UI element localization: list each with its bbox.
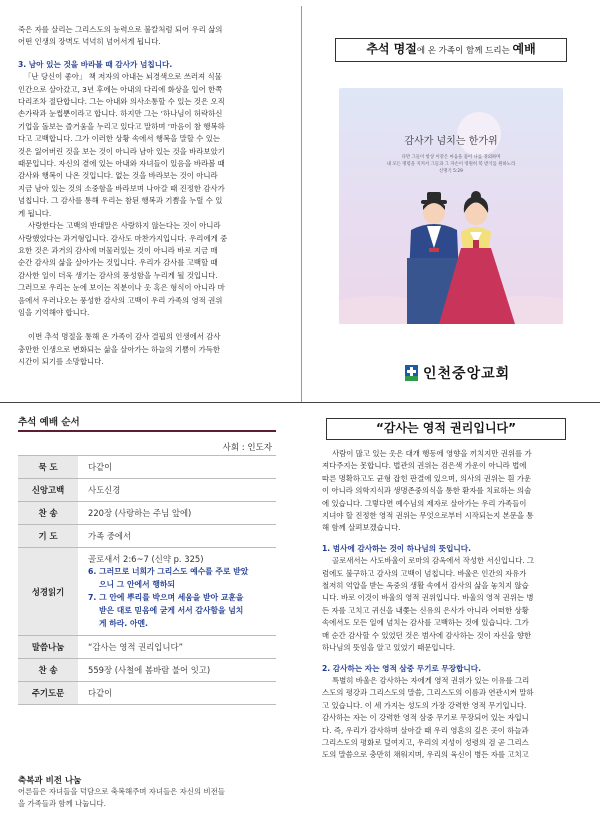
para-3-line: 인간으로 살아갔고, 3년 후에는 아내의 다리에 화상을 입어 한쪽 bbox=[18, 84, 223, 94]
sermon-intro-line: 지녀야 할 진정한 영적 권위는 무엇으로부터 시작되는지 본문을 통 bbox=[322, 511, 534, 521]
blessing-line: 어른들은 자녀들을 덕담으로 축복해주며 자녀들은 자신의 비전들 bbox=[18, 787, 225, 796]
order-value: “감사는 영적 권리입니다” bbox=[78, 636, 276, 659]
blessing-body bbox=[18, 786, 276, 809]
verse-line: 다만 그들이 항상 이같은 마음을 품어 나를 경외하며 bbox=[401, 155, 501, 160]
sermon-para-1-line: 든 자를 고치고 귀신을 내쫓는 신유의 은사가 아니라 어떠한 상황 bbox=[322, 605, 529, 615]
para-3-line: 기업을 돌보는 즐거움을 누리고 있다고 말하며 ‘마음이 참 행복하 bbox=[18, 121, 225, 131]
para-3-line: 다고 고백합니다. 그가 이러한 상황 속에서 행복을 말할 수 있는 bbox=[18, 134, 220, 144]
para-4-line: 임을 기억해야 합니다. bbox=[18, 307, 90, 317]
sermon-para-2-line: 스도의 평강과 그리스도의 말씀, 그리스도의 이름과 연관시켜 말하 bbox=[322, 688, 534, 698]
order-value bbox=[78, 548, 276, 636]
para-4-line: 사랑한다는 고백의 반대말은 사랑하지 않는다는 것이 아니라 bbox=[28, 221, 221, 231]
banner-part-3: 예배 bbox=[512, 42, 536, 56]
order-key: 찬 송 bbox=[18, 659, 78, 682]
para-4-line: 순간 감사의 삶을 살아가는 것입니다. 우리가 감사를 고백할 때 bbox=[18, 258, 218, 268]
column-divider bbox=[301, 6, 302, 402]
sermon-para-1-line: 속에서도 모든 일에 넘치는 감사를 고백하는 것에 있습니다. 그가 bbox=[322, 618, 529, 628]
table-row bbox=[18, 548, 276, 636]
sermon-para-1-line: 매 순간 감사할 수 있었던 것은 범사에 감사하는 것이 자신을 향한 bbox=[322, 630, 532, 640]
table-row bbox=[18, 502, 276, 525]
sermon-para-1-line: 골로새서는 사도바울이 로마의 감옥에서 작성한 서신입니다. 그 bbox=[332, 556, 535, 566]
sermon-intro-line: 에 있습니다. 그렇다면 예수님의 제자로 살아가는 우리 가족들이 bbox=[322, 498, 527, 508]
order-value: 가족 중에서 bbox=[78, 525, 276, 548]
verse-ref: 신명기 5:29 bbox=[439, 169, 463, 174]
sermon-para-1-line: 럼에도 불구하고 감사의 고백이 넘칩니다. 바울은 인간의 자유가 bbox=[322, 568, 527, 578]
scripture-verse: 받은 대로 믿음에 굳게 서서 감사함을 넘치 bbox=[99, 606, 244, 615]
couple-hanbok-picture bbox=[339, 88, 563, 324]
sermon-heading-1: 1. 범사에 감사하는 것이 하나님의 뜻입니다. bbox=[322, 543, 471, 553]
para-3-line: 감사와 행복이 나온 것입니다. 없는 것을 바라보는 것이 아니라 bbox=[18, 171, 218, 181]
para-3-line: 손가락과 눈썹뿐이라고 합니다. 하지만 그는 ‘하나님이 허락하신 bbox=[18, 109, 223, 119]
order-value: 다같이 bbox=[78, 456, 276, 479]
church-cross-icon bbox=[405, 365, 418, 381]
verse-line: 내 모든 명령을 지켜서 그들과 그 자손이 영원히 복 받기를 원하노라 bbox=[386, 162, 516, 167]
para-3-line: 지금 남아 있는 것의 소중함을 바라보며 나아갈 때 진정한 감사가 bbox=[18, 183, 225, 193]
para-5-line: 이번 추석 명절을 통해 온 가족이 감사 결핍의 인생에서 감사 bbox=[28, 332, 221, 342]
scripture-verse: 으니 그 안에서 행하되 bbox=[99, 580, 175, 589]
sermon-intro-line: 해 함께 살펴보겠습니다. bbox=[322, 523, 401, 533]
para-4-line: 그러므로 우리는 눈에 보이는 직분이나 옷 혹은 형식이 아니라 마 bbox=[18, 283, 225, 293]
para-3-line: 다리조차 절단합니다. 그는 아내와 의사소통할 수 있는 것은 오직 bbox=[18, 97, 225, 107]
sermon-intro-line: 사람이 많고 있는 옷은 대개 행동에 영향을 끼치지만 권위를 가 bbox=[332, 449, 532, 458]
para-5-line: 충만한 인생으로 변화되는 삶을 살아가는 하늘의 기쁨이 가득한 bbox=[18, 344, 221, 354]
sermon-para-1-line: 철저히 억압을 받는 옥중의 생활 속에서 감사의 삶을 놓치지 않습 bbox=[322, 581, 529, 591]
banner-part-2: 에 온 가족이 함께 드리는 bbox=[416, 46, 513, 56]
scripture-verse: 7. 그 안에 뿌리를 박으며 세움을 받아 교훈을 bbox=[88, 593, 244, 602]
presider-label: 사회 : 인도자 bbox=[222, 443, 272, 453]
order-table bbox=[18, 455, 276, 705]
table-row bbox=[18, 682, 276, 705]
para-3-line: 「난 당신이 좋아」 책 저자의 아내는 뇌경색으로 쓰러져 식물 bbox=[24, 72, 222, 82]
para-4-line: 감사한 일이 더욱 생기는 감사의 풍성함을 누리게 될 것입니다. bbox=[18, 270, 218, 280]
order-key: 기 도 bbox=[18, 525, 78, 548]
order-value: 사도신경 bbox=[78, 479, 276, 502]
order-title: 추석 예배 순서 bbox=[18, 417, 80, 428]
order-key: 주기도문 bbox=[18, 682, 78, 705]
table-row bbox=[18, 525, 276, 548]
sermon-para-2-line: 고 있습니다. 이 세 가지는 성도의 가장 강력한 영적 무기입니다. bbox=[322, 700, 527, 710]
sermon-para-2-line: 감사하는 자는 이 강력한 영적 삼중 무기로 무장되어 있는 자입니 bbox=[322, 713, 529, 723]
order-key: 성경읽기 bbox=[18, 548, 78, 636]
sermon-intro-line: 따른 명확하고도 균형 잡힌 판결에 있으며, 의사의 권위는 흰 가운 bbox=[322, 473, 532, 483]
left-top-column bbox=[18, 24, 280, 384]
sermon-para-2-line: 다. 즉, 우리가 감사하며 살아갈 때 우리 영혼의 깊은 곳이 하늘과 bbox=[322, 725, 529, 735]
para-3-line: 넘칩니다. 그 감사를 통해 우리는 참된 행복과 기쁨을 누릴 수 있 bbox=[18, 196, 223, 206]
order-value: 220장 (사랑하는 주님 앞에) bbox=[78, 502, 276, 525]
para-3-line: 게 됩니다. bbox=[18, 208, 52, 218]
sermon-title: “감사는 영적 권리입니다” bbox=[326, 418, 566, 440]
sermon-column bbox=[322, 448, 584, 814]
illustration-title: 감사가 넘치는 한가위 bbox=[404, 136, 498, 147]
blessing-line: 을 가족들과 함께 나눕니다. bbox=[18, 798, 106, 808]
table-row bbox=[18, 659, 276, 682]
para-4-line: 음에서 우러나오는 풍성한 감사의 고백이 우리 가족의 영적 권위 bbox=[18, 295, 223, 305]
scripture-verse: 6. 그러므로 너희가 그리스도 예수를 주로 받았 bbox=[88, 567, 249, 576]
section-divider bbox=[0, 402, 600, 403]
intro-line: 어떤 인생의 장벽도 넉넉히 넘어서게 됩니다. bbox=[18, 37, 161, 47]
order-key: 신앙고백 bbox=[18, 479, 78, 502]
sermon-para-1-line: 하나님의 뜻임을 알고 있었기 때문입니다. bbox=[322, 643, 456, 653]
sermon-heading-2: 2. 감사하는 자는 영적 삼중 무기로 무장합니다. bbox=[322, 663, 481, 673]
chuseok-illustration bbox=[339, 88, 563, 324]
sermon-para-2-line: 그리스도의 평화로 덮여지고, 우리의 지성이 성령의 검 곧 그리스 bbox=[322, 737, 529, 747]
intro-line: 죽은 자를 살리는 그리스도의 능력으로 불칼처럼 되어 우리 삶의 bbox=[18, 25, 223, 34]
para-3-line: 것은 잃어버린 것을 보는 것이 아니라 남아 있는 것을 바라보았기 bbox=[18, 146, 225, 156]
order-value: 559장 (사철에 봄바람 불어 잇고) bbox=[78, 659, 276, 682]
blessing-title: 축복과 비전 나눔 bbox=[18, 776, 82, 786]
banner-title bbox=[335, 38, 567, 62]
table-row bbox=[18, 456, 276, 479]
banner-part-1: 추석 명절 bbox=[366, 42, 417, 56]
para-5-line: 시간이 되기를 소망합니다. bbox=[18, 357, 104, 367]
order-key: 말씀나눔 bbox=[18, 636, 78, 659]
heading-3: 3. 남아 있는 것을 바라볼 때 감사가 넘칩니다. bbox=[18, 59, 173, 69]
order-key: 찬 송 bbox=[18, 502, 78, 525]
church-logo bbox=[405, 362, 510, 384]
church-name: 인천중앙교회 bbox=[423, 366, 511, 382]
sermon-intro-line: 이 아니라 의학지식과 생명존중의식을 통한 환자를 치료하는 의술 bbox=[322, 486, 532, 496]
para-3-line: 때문입니다. 자신의 곁에 있는 아내와 자녀들이 있음을 바라볼 때 bbox=[18, 159, 225, 169]
table-row bbox=[18, 479, 276, 502]
sermon-intro-line: 져다주지는 못합니다. 법관의 권위는 검은색 가운이 아니라 법에 bbox=[322, 461, 527, 471]
scripture-verse: 게 하라. 아멘. bbox=[99, 619, 149, 628]
order-key: 묵 도 bbox=[18, 456, 78, 479]
para-4-line: 요한 것은 과거의 감사에 머물러있는 것이 아니라 바로 지금 매 bbox=[18, 245, 218, 255]
order-value: 다같이 bbox=[78, 682, 276, 705]
sermon-para-2-line: 특별히 바울은 감사하는 자에게 영적 권위가 있는 이유를 그리 bbox=[332, 675, 530, 685]
scripture-ref: 골로새서 2:6~7 (신약 p. 325) bbox=[88, 554, 204, 564]
table-row bbox=[18, 636, 276, 659]
order-title-rule bbox=[18, 430, 276, 432]
sermon-para-2-line: 도의 말씀으로 충만히 채워지며, 우리의 육신이 병든 자를 고치고 bbox=[322, 750, 529, 760]
sermon-para-1-line: 니다. 바로 이것이 바울의 영적 권위입니다. 바울의 영적 권위는 병 bbox=[322, 593, 534, 603]
para-4-line: 사랑했었다는 과거형입니다. 감사도 마찬가지입니다. 우리에게 중 bbox=[18, 233, 228, 243]
